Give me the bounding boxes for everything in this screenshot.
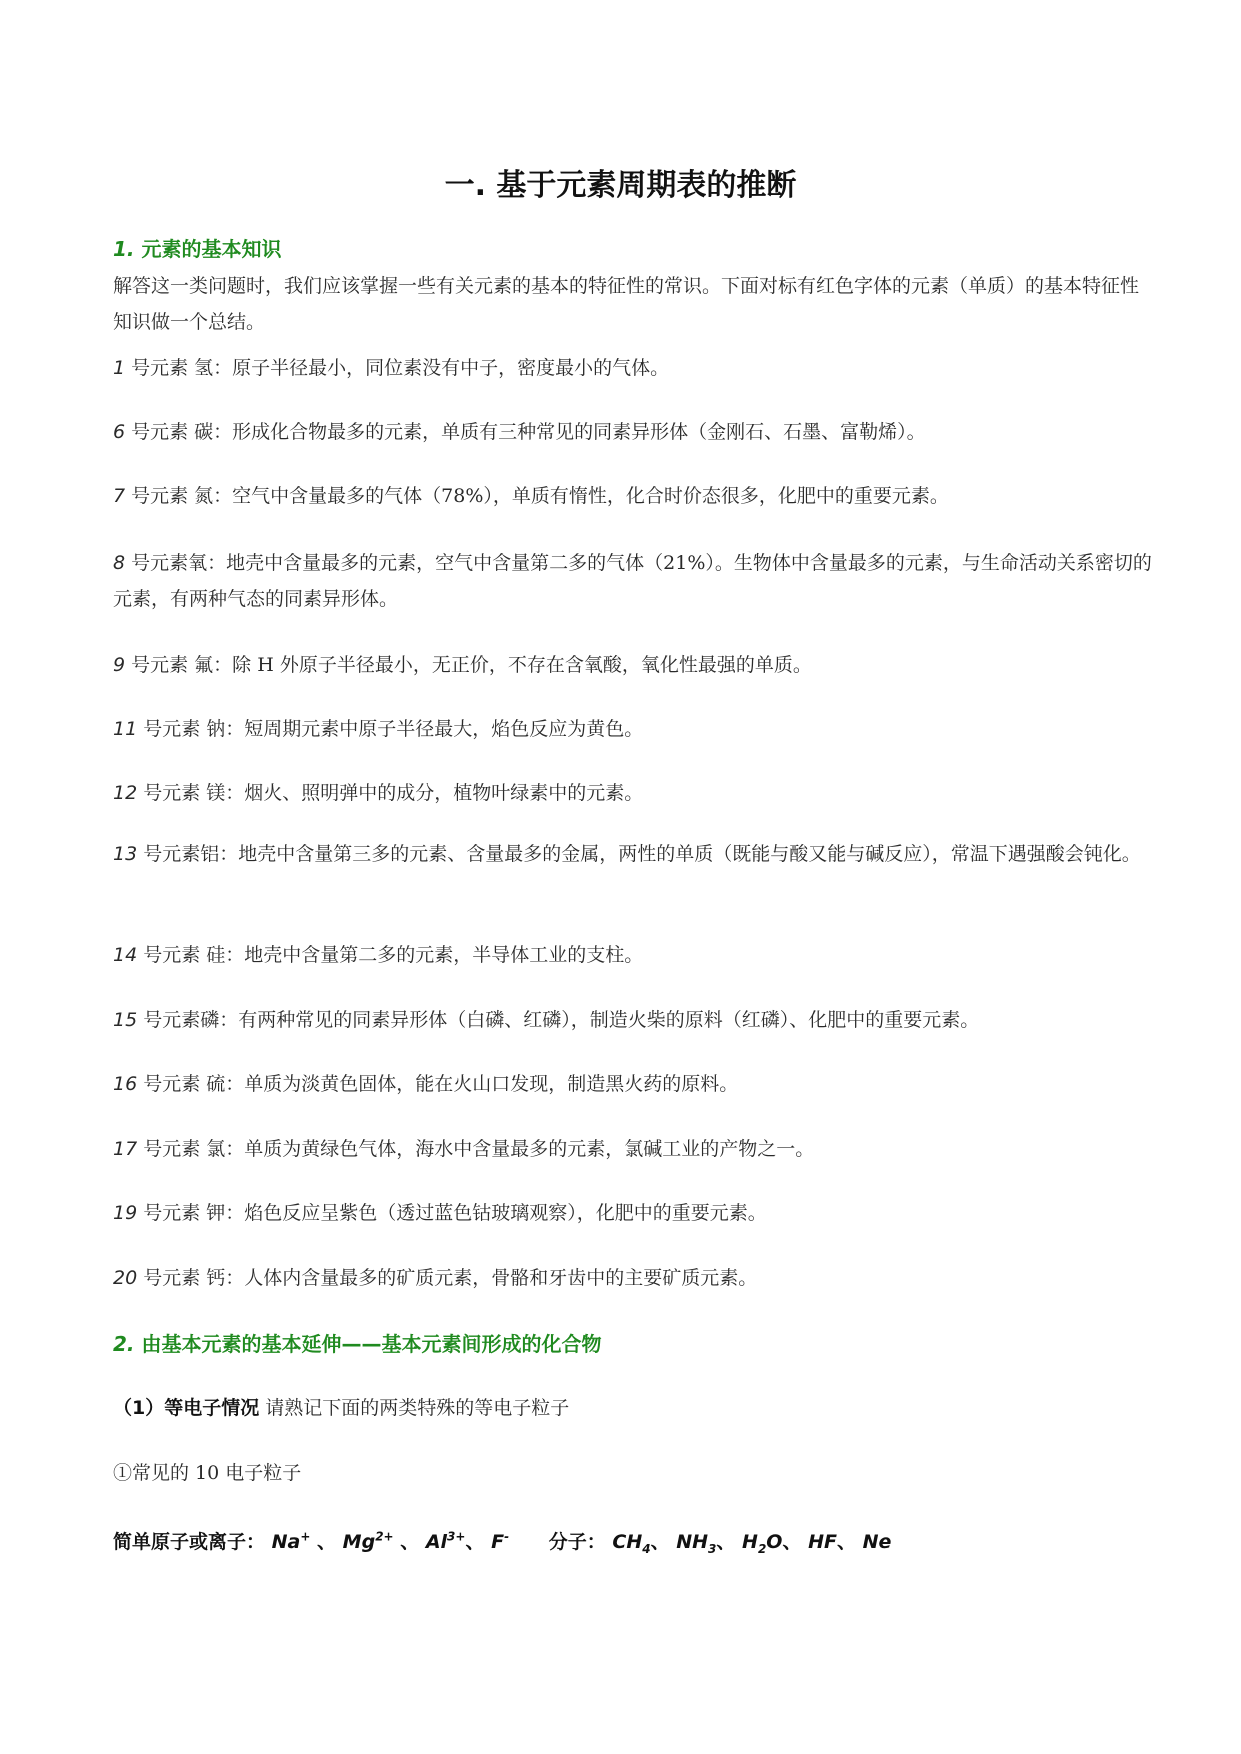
element-line <box>113 417 1153 444</box>
element-number: 11 <box>113 718 138 740</box>
element-line <box>113 481 1153 508</box>
element-line <box>113 836 1153 872</box>
subsection-text: 请熟记下面的两类特殊的等电子粒子 <box>265 1397 570 1419</box>
element-text: 号元素 氟：除 H 外原子半径最小，无正价，不存在含氧酸，氧化性最强的单质。 <box>131 654 812 676</box>
element-line <box>113 1069 1153 1096</box>
element-line <box>113 778 1153 805</box>
ion-mg: $Mg^{2+}$ <box>342 1529 394 1553</box>
subsection-10-electron: ①常见的 10 电子粒子 <box>113 1462 302 1484</box>
element-text: 号元素 硫：单质为淡黄色固体，能在火山口发现，制造黑火药的原料。 <box>143 1073 739 1095</box>
page-title: 一. 基于元素周期表的推断 <box>444 168 797 203</box>
intro-paragraph: 解答这一类问题时，我们应该掌握一些有关元素的基本的特征性的常识。下面对标有红色字体的元素（单质）的基本特征性知识做一个总结。 <box>113 275 1140 333</box>
element-text: 号元素 钾：焰色反应呈紫色（透过蓝色钴玻璃观察），化肥中的重要元素。 <box>143 1202 767 1224</box>
section-label: 由基本元素的基本延伸——基本元素间形成的化合物 <box>141 1332 602 1356</box>
element-line <box>113 650 1153 677</box>
element-text: 号元素 镁：烟火、照明弹中的成分，植物叶绿素中的元素。 <box>143 782 644 804</box>
element-number: 1 <box>113 357 126 379</box>
element-number: 7 <box>113 485 126 507</box>
element-text: 号元素磷：有两种常见的同素异形体（白磷、红磷），制造火柴的原料（红磷）、化肥中的重要元素。 <box>143 1009 980 1031</box>
element-text: 号元素 氢：原子半径最小，同位素没有中子，密度最小的气体。 <box>131 357 670 379</box>
element-number: 15 <box>113 1009 138 1031</box>
ion-al: $Al^{3+}$ <box>425 1529 466 1553</box>
element-number: 12 <box>113 782 138 804</box>
element-line <box>113 1134 1153 1161</box>
element-text: 号元素 氯：单质为黄绿色气体，海水中含量最多的元素，氯碱工业的产物之一。 <box>143 1138 815 1160</box>
element-number: 13 <box>113 843 138 865</box>
element-text: 号元素铝：地壳中含量第三多的元素、含量最多的金属，两性的单质（既能与酸又能与碱反应），常温下遇强酸会钝化。 <box>143 843 1141 865</box>
mol-ne: Ne <box>862 1531 892 1553</box>
molecules-label: 分子： <box>548 1531 606 1553</box>
element-text: 号元素 硅：地壳中含量第二多的元素，半导体工业的支柱。 <box>143 944 644 966</box>
section-heading-2 <box>113 1328 601 1357</box>
section-number: 1. <box>113 237 135 261</box>
element-number: 19 <box>113 1202 138 1224</box>
ion-na: Na+ <box>271 1529 311 1553</box>
mol-ch4: $CH_4$ <box>612 1531 651 1556</box>
element-text: 号元素 钙：人体内含量最多的矿质元素，骨骼和牙齿中的主要矿质元素。 <box>143 1267 758 1289</box>
element-number: 8 <box>113 552 126 574</box>
element-number: 16 <box>113 1073 138 1095</box>
mol-hf: HF <box>808 1531 837 1553</box>
ions-label: 简单原子或离子： <box>113 1531 266 1553</box>
section-number: 2. <box>113 1332 135 1356</box>
ion-f: F- <box>491 1529 510 1553</box>
ions-line: 简单原子或离子： Na+ 、 $Mg^{2+}$ 、 $Al^{3+}$、 F- 分子： $CH_4$、 $NH_3$、 $H_2O$、 HF、 Ne <box>113 1529 892 1556</box>
section-label: 元素的基本知识 <box>141 237 282 261</box>
element-line <box>113 714 1153 741</box>
element-line <box>113 1198 1153 1225</box>
element-number: 20 <box>113 1267 138 1289</box>
element-number: 6 <box>113 421 126 443</box>
element-line <box>113 940 1153 967</box>
subsection-label: （1）等电子情况 <box>113 1397 260 1419</box>
element-line <box>113 353 1153 380</box>
element-line <box>113 545 1153 617</box>
element-text: 号元素 碳：形成化合物最多的元素，单质有三种常见的同素异形体（金刚石、石墨、富勒烯）。 <box>131 421 926 443</box>
element-number: 17 <box>113 1138 138 1160</box>
subsection-isoelectronic <box>113 1393 569 1420</box>
element-number: 9 <box>113 654 126 676</box>
element-text: 号元素氧：地壳中含量最多的元素，空气中含量第二多的气体（21%）。生物体中含量最多的元素，与生命活动关系密切的元素，有两种气态的同素异形体。 <box>113 552 1152 610</box>
mol-nh3: $NH_3$ <box>676 1531 717 1556</box>
section-heading-1 <box>113 233 281 262</box>
mol-h2o: $H_2O$ <box>742 1531 783 1556</box>
element-number: 14 <box>113 944 138 966</box>
element-line <box>113 1263 1153 1290</box>
element-line <box>113 1005 1153 1032</box>
element-text: 号元素 氮：空气中含量最多的气体（78%），单质有惰性，化合时价态很多，化肥中的重要元素。 <box>131 485 949 507</box>
element-text: 号元素 钠：短周期元素中原子半径最大，焰色反应为黄色。 <box>143 718 644 740</box>
